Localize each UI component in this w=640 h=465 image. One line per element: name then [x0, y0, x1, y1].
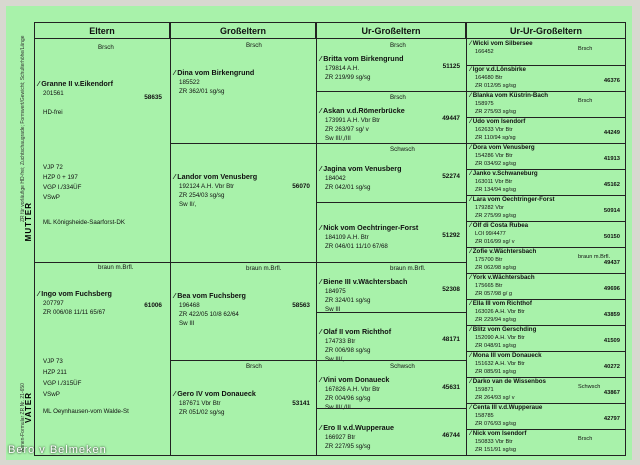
gggp-reg: LOI 99/4477 [475, 231, 506, 237]
gggp-number: 42797 [603, 416, 620, 422]
gggp-reg: 159871 [475, 387, 494, 393]
mother-cell [38, 42, 166, 262]
divider [466, 351, 626, 352]
gggp-number: 46376 [603, 78, 620, 84]
gggp-name-text: York v.Wächtersbach [472, 274, 535, 281]
divider [466, 65, 626, 66]
ggp-name-text: Askan v.d.Römerbrücke [322, 106, 405, 115]
gggp-reg: 179282 Vbr [475, 205, 504, 211]
gggp-reg: 163026 A.H. Vbr Btr [475, 309, 525, 315]
gggp-reg: 175700 Btr [475, 257, 503, 263]
line-marker: ⁄ [174, 389, 178, 398]
gggp-cell [470, 404, 624, 428]
divider [466, 247, 626, 248]
line-marker: ⁄ [320, 277, 324, 286]
gggp-zr: ZR 076/93 sg/sg [475, 421, 517, 427]
line-marker: ⁄ [470, 222, 473, 229]
divider [466, 429, 626, 430]
ggp-reg: 167826 A.H. Vbr Btr [325, 386, 381, 393]
gggp-cell [470, 300, 624, 324]
divider [316, 143, 466, 144]
ggp-name [320, 376, 389, 384]
gggp-zr: ZR 034/92 sg/sg [475, 161, 517, 167]
ggp-reg: 174733 Btr [325, 338, 356, 345]
mother-number: 58635 [144, 94, 162, 101]
gggp-name [470, 196, 555, 204]
ggp-cell [320, 93, 464, 142]
gp-zr: ZR 051/02 sg/sg [179, 409, 225, 416]
gggp-reg: 158975 [475, 101, 494, 107]
gggp-zr: ZR 016/99 sg/ v [475, 239, 515, 245]
gggp-zr: ZR 110/94 sg/sg [475, 135, 516, 141]
ggp-name-text: Olaf II vom Richthof [323, 327, 392, 336]
gggp-name [470, 144, 535, 152]
divider [316, 202, 466, 203]
gggp-color: Schwsch [578, 384, 601, 390]
gp-name [174, 390, 256, 398]
mother-ml: ML Königsheide-Saarforst-DK [43, 219, 125, 226]
ggp-extra: Sw III/, [325, 356, 344, 363]
ggp-name-text: Nick vom Oechtringer-Forst [323, 223, 419, 232]
gggp-name [470, 40, 533, 48]
gp-extra: Sw II/, [179, 201, 197, 208]
gggp-reg: 164680 Btr [475, 75, 503, 81]
mother-vjp: VJP 72 [43, 164, 63, 171]
gp-number: 56070 [292, 183, 310, 190]
gggp-color: Brsch [578, 436, 593, 442]
gggp-number: 41509 [603, 338, 620, 344]
ggp-cell [320, 204, 464, 261]
ggp-number: 45631 [442, 384, 460, 391]
mother-vgp: VGP I./334ÜF [43, 184, 82, 191]
gp-name [174, 292, 246, 300]
father-color: braun m.Brfl. [98, 264, 134, 271]
ggp-zr: ZR 227/95 sg/sg [325, 443, 371, 450]
gggp-cell [470, 378, 624, 402]
ggp-color: Schwsch [390, 146, 415, 153]
line-marker: ⁄ [470, 92, 473, 99]
line-marker: ⁄ [470, 326, 473, 333]
gggp-name [470, 404, 542, 412]
ggp-number: 52308 [442, 286, 460, 293]
divider [466, 91, 626, 92]
ggp-reg: 179814 A.H. [325, 65, 360, 72]
father-reg: 207797 [43, 300, 64, 307]
gggp-cell [470, 170, 624, 194]
ggp-cell [320, 264, 464, 311]
father-hzp: HZP 211 [43, 369, 67, 376]
line-marker: ⁄ [470, 300, 473, 307]
gp-reg: 185522 [179, 79, 200, 86]
divider [466, 403, 626, 404]
gggp-name-text: Darko van de Wissenbos [472, 378, 546, 385]
header-ur-ur-grosseltern: Ur-Ur-Großeltern [466, 22, 626, 39]
gggp-name [470, 378, 546, 386]
ggp-number: 52274 [442, 173, 460, 180]
gggp-name [470, 248, 536, 256]
ggp-zr: ZR 006/98 sg/sg [325, 347, 371, 354]
line-marker: ⁄ [174, 291, 178, 300]
gggp-cell [470, 40, 624, 64]
ggp-zr: ZR 219/99 sg/sg [325, 74, 371, 81]
gggp-reg: 163011 Vbr Btr [475, 179, 513, 185]
gp-reg: 192124 A.H. Vbr Btr [179, 183, 235, 190]
ggp-number: 51292 [442, 232, 460, 239]
gggp-name-text: Igor v.d.Lönsbirke [472, 66, 526, 73]
gggp-name-text: Nick vom Isendorf [472, 430, 527, 437]
line-marker: ⁄ [470, 118, 473, 125]
ggp-name [320, 278, 407, 286]
gggp-number: 43859 [603, 312, 620, 318]
gggp-number: 45162 [603, 182, 620, 188]
divider [466, 377, 626, 378]
ggp-zr: ZR 324/01 sg/sg [325, 297, 371, 304]
ggp-name [320, 165, 402, 173]
gp-extra: Sw III [179, 320, 195, 327]
gggp-reg: 150833 Vbr Btr [475, 439, 513, 445]
gp-reg: 196468 [179, 302, 200, 309]
gggp-cell [470, 66, 624, 90]
header-grosseltern: Großeltern [170, 22, 316, 39]
header-ur-grosseltern: Ur-Großeltern [316, 22, 466, 39]
gggp-zr: ZR 085/91 sg/sg [475, 369, 517, 375]
line-marker: ⁄ [470, 196, 473, 203]
gp-reg: 187671 Vbr Btr [179, 400, 221, 407]
divider [170, 360, 316, 361]
mother-hd: HD-frei [43, 109, 63, 116]
divider [466, 325, 626, 326]
ggp-name-text: Biene III v.Wächtersbach [323, 277, 408, 286]
ggp-extra: Sw III [325, 306, 341, 313]
gp-number: 58563 [292, 302, 310, 309]
ggp-cell [320, 362, 464, 411]
ggp-name [320, 328, 391, 336]
gggp-name [470, 92, 548, 100]
line-marker: ⁄ [470, 40, 473, 47]
gggp-cell [470, 196, 624, 220]
divider [466, 299, 626, 300]
gp-cell [174, 264, 314, 359]
father-vgp: VGP I./315ÜF [43, 380, 82, 387]
line-marker: ⁄ [174, 68, 178, 77]
line-marker: ⁄ [320, 164, 324, 173]
gggp-name-text: Blanka vom Küstrin-Bach [472, 92, 549, 99]
gggp-name [470, 430, 526, 438]
line-marker: ⁄ [470, 404, 473, 411]
gp-name-text: Landor vom Venusberg [177, 172, 258, 181]
ggp-zr: ZR 004/96 sg/sg [325, 395, 371, 402]
line-marker: ⁄ [320, 375, 324, 384]
line-marker: ⁄ [470, 66, 473, 73]
gp-zr: ZR 362/01 sg/sg [179, 88, 225, 95]
gggp-name-text: Zofie v.Wächtersbach [472, 248, 537, 255]
ggp-name-text: Britta vom Birkengrund [323, 54, 404, 63]
ggp-color: Brsch [390, 42, 406, 49]
line-marker: ⁄ [320, 327, 324, 336]
gggp-color: Brsch [578, 98, 593, 104]
line-marker: ⁄ [470, 430, 473, 437]
gggp-number: 49696 [603, 286, 620, 292]
father-name: ⁄ Ingo vom Fuchsberg [38, 289, 112, 298]
gggp-name-text: Olf di Costa Rubea [472, 222, 529, 229]
gggp-cell [470, 248, 624, 272]
gp-name-text: Dina vom Birkengrund [177, 68, 255, 77]
gggp-reg: 158785 [475, 413, 494, 419]
divider [466, 169, 626, 170]
line-marker: ⁄ [470, 144, 473, 151]
gggp-name-text: Janko v.Schwaneburg [472, 170, 538, 177]
gggp-zr: ZR 062/98 sg/sg [475, 265, 517, 271]
watermark-text: Bero v Belmeken [8, 444, 107, 456]
line-marker: ⁄ [174, 172, 178, 181]
gggp-color: braun m.Brfl. [578, 254, 611, 260]
ggp-name [320, 107, 405, 115]
gp-name-text: Bea vom Fuchsberg [177, 291, 246, 300]
divider [170, 143, 316, 144]
father-vswp: VSwP [43, 391, 60, 398]
ggp-name [320, 55, 403, 63]
gp-color: Brsch [246, 363, 262, 370]
father-vjp: VJP 73 [43, 358, 63, 365]
line-marker: ⁄ [470, 274, 473, 281]
gggp-cell [470, 92, 624, 116]
gp-name [174, 173, 257, 181]
ggp-number: 46744 [442, 432, 460, 439]
gggp-color: Brsch [578, 46, 593, 52]
gp-number: 53141 [292, 400, 310, 407]
gggp-name-text: Centa III v.d.Wupperaue [472, 404, 543, 411]
mother-color: Brsch [98, 44, 114, 51]
ggp-color: Brsch [390, 94, 406, 101]
gggp-zr: ZR 275/99 sg/sg [475, 213, 517, 219]
ggp-cell [320, 145, 464, 201]
gggp-reg: 151632 A.H. Vbr Btr [475, 361, 525, 367]
gggp-name [470, 352, 542, 360]
gggp-zr: ZR 151/91 sg/sg [475, 447, 517, 453]
header-eltern: Eltern [34, 22, 170, 39]
ggp-number: 48171 [442, 336, 460, 343]
gggp-reg: 152090 A.H. Vbr Btr [475, 335, 525, 341]
gggp-number: 44249 [603, 130, 620, 136]
divider [316, 262, 466, 263]
gp-color: Brsch [246, 42, 262, 49]
gp-color: braun m.Brfl. [246, 265, 282, 272]
ggp-number: 49447 [442, 115, 460, 122]
mother-vswp: VSwP [43, 194, 60, 201]
gggp-zr: ZR 275/93 sg/sg [475, 109, 517, 115]
gggp-name [470, 326, 536, 334]
gggp-name [470, 170, 538, 178]
gggp-name-text: Mona III vom Donaueck [472, 352, 542, 359]
gp-cell [174, 41, 314, 142]
gggp-zr: ZR 048/91 sg/sg [475, 343, 517, 349]
ggp-color: braun m.Brfl. [390, 265, 426, 272]
father-zr: ZR 006/08 11/11 65/67 [43, 309, 106, 316]
father-ml: ML Oeynhausen-vom Walde-St [43, 408, 129, 415]
ggp-number: 51125 [442, 63, 460, 70]
ggp-zr: ZR 042/01 sg/sg [325, 184, 371, 191]
ggp-zr: ZR 046/01 11/10 67/68 [325, 243, 388, 250]
gggp-reg: 166452 [475, 49, 494, 55]
gggp-name-text: Wicki vom Silbersee [472, 40, 533, 47]
gggp-name [470, 300, 532, 308]
gggp-number: 43867 [603, 390, 620, 396]
line-marker: ⁄ [320, 423, 324, 432]
ggp-reg: 173991 A.H. Vbr Btr [325, 117, 381, 124]
gggp-number: 50150 [603, 234, 620, 240]
gggp-number: 50914 [603, 208, 620, 214]
divider [466, 273, 626, 274]
gggp-number: 41913 [603, 156, 620, 162]
gggp-cell [470, 326, 624, 350]
ggp-color: Schwsch [390, 363, 415, 370]
gggp-number: 40272 [603, 364, 620, 370]
gggp-cell [470, 274, 624, 298]
label-vater: VATER [24, 392, 33, 423]
gp-zr: ZR 254/03 sg/sg [179, 192, 225, 199]
pedigree-grid [20, 22, 626, 456]
ggp-cell [320, 410, 464, 454]
gggp-cell [470, 118, 624, 142]
gggp-name-text: Lara vom Oechtringer-Forst [472, 196, 555, 203]
gggp-reg: 154286 Vbr Btr [475, 153, 513, 159]
gggp-zr: ZR 012/95 sg/sg [475, 83, 517, 89]
gggp-name [470, 66, 526, 74]
ggp-cell [320, 314, 464, 363]
ggp-name [320, 424, 394, 432]
ggp-extra: Sw III/,/III [325, 135, 351, 142]
mother-reg: 201561 [43, 90, 64, 97]
gggp-zr: ZR 229/94 sg/sg [475, 317, 517, 323]
gp-name-text: Gero IV vom Donaueck [177, 389, 256, 398]
gggp-cell [470, 352, 624, 376]
line-marker: ⁄ [470, 352, 473, 359]
ggp-cell [320, 41, 464, 90]
gggp-cell [470, 222, 624, 246]
divider [466, 195, 626, 196]
father-cell [38, 264, 166, 454]
divider [466, 143, 626, 144]
ggp-reg: 166927 Btr [325, 434, 356, 441]
gggp-zr: ZR 264/93 sg/ v [475, 395, 515, 401]
mother-name: ⁄ Granne II v.Eikendorf [38, 79, 113, 88]
gp-zr: ZR 422/05 10/8 62/64 [179, 311, 239, 318]
ggp-reg: 184975 [325, 288, 346, 295]
gggp-name [470, 118, 525, 126]
ggp-reg: 184042 [325, 175, 346, 182]
gggp-zr: ZR 057/98 g/ g [475, 291, 513, 297]
line-marker: ⁄ [320, 223, 324, 232]
divider [316, 312, 466, 313]
ggp-zr: ZR 263/97 sg/ v [325, 126, 369, 133]
gggp-name [470, 222, 528, 230]
ggp-reg: 184109 A.H. Btr [325, 234, 369, 241]
gggp-cell [470, 144, 624, 168]
line-marker: ⁄ [470, 248, 473, 255]
gggp-name-text: Udo vom Isendorf [472, 118, 526, 125]
ggp-name-text: Ero II v.d.Wupperaue [323, 423, 395, 432]
divider [466, 221, 626, 222]
divider [316, 408, 466, 409]
gggp-name-text: Dora vom Venusberg [472, 144, 535, 151]
line-marker: ⁄ [470, 170, 473, 177]
ggp-name-text: Jagina vom Venusberg [323, 164, 402, 173]
gggp-name-text: Blitz vom Gerschding [472, 326, 537, 333]
label-mutter: MUTTER [24, 202, 33, 242]
line-marker: ⁄ [470, 378, 473, 385]
ggp-extra: Sw III/,/III [325, 404, 351, 411]
gggp-name-text: Ella III vom Richthof [472, 300, 532, 307]
divider [170, 262, 316, 263]
pedigree-sheet [6, 6, 632, 460]
divider [466, 117, 626, 118]
divider [316, 360, 466, 361]
line-marker: ⁄ [320, 106, 323, 115]
gggp-number: 49437 [603, 260, 620, 266]
gggp-reg: 162633 Vbr Btr [475, 127, 513, 133]
gggp-reg: 175665 Btr [475, 283, 503, 289]
father-number: 61006 [144, 302, 162, 309]
gggp-cell [470, 430, 624, 454]
gggp-name [470, 274, 535, 282]
gp-name [174, 69, 254, 77]
gp-cell [174, 145, 314, 261]
ggp-name [320, 224, 418, 232]
gggp-zr: ZR 134/94 sg/sg [475, 187, 517, 193]
line-marker: ⁄ [320, 54, 324, 63]
side-note-bottom: Ahnen-Formular ZR Nr. 21-650 [20, 383, 26, 452]
side-note-top: ZR für vorläufige HD-frei; Zuchtschaugrade; Formwert/Gewicht; Schulterhöhe/Länge [20, 35, 26, 222]
gp-cell [174, 362, 314, 454]
divider [316, 91, 466, 92]
mother-hzp: HZP 0 + 197 [43, 174, 78, 181]
ggp-name-text: Vini vom Donaueck [323, 375, 390, 384]
